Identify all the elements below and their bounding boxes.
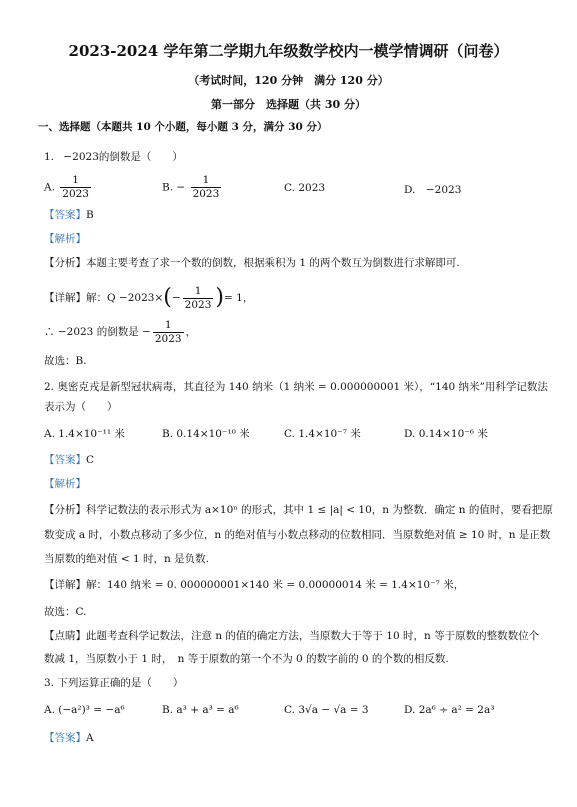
- section-title: 一、选择题（本题共 10 个小题，每小题 3 分，满分 30 分）: [38, 121, 328, 133]
- q1-option-a-den: 2023: [62, 188, 89, 200]
- q2-stem-line1: 2. 奥密克戎是新型冠状病毒，其直径为 140 纳米（1 纳米 = 0.000000001 米），“140 纳米”用科学记数法: [44, 381, 548, 393]
- q2-fenxi-line2: 数变成 a 时，小数点移动了多少位，n 的绝对值与小数点移动的位数相同．当原数绝对值 ≥ 10 时，n 是正数: [44, 529, 551, 541]
- q1-answer-value: B: [86, 209, 94, 221]
- q2-option-d: D. 0.14×10⁻⁶ 米: [404, 428, 488, 440]
- q3-answer: [44, 731, 539, 745]
- q1-detail-num: 1: [194, 284, 202, 297]
- q1-option-c: C. 2023: [284, 182, 326, 194]
- q1-option-a-fraction: [60, 174, 91, 201]
- q1-option-a-label: A.: [44, 181, 55, 194]
- q1-option-a: [44, 174, 93, 201]
- q1-fenxi: [44, 256, 539, 270]
- q1-conclusion: [44, 318, 539, 346]
- q1-option-b-num: 1: [202, 174, 210, 186]
- q1-stem-text: 的倒数是（ ）: [98, 151, 183, 163]
- q3-answer-value: A: [86, 732, 94, 744]
- q1-detail-fraction: [183, 285, 214, 312]
- q1-option-b-sign: −: [176, 181, 186, 194]
- q2-analysis-label: 【解析】: [44, 478, 86, 490]
- q2-option-a: A. 1.4×10⁻¹¹ 米: [44, 428, 125, 440]
- q1-option-b: [162, 174, 223, 201]
- q2-dianjing-line1: [44, 629, 539, 643]
- q2-detail-text: 解：140 纳米 = 0. 000000001×140 米 = 0.00000014 米 = 1.4×10⁻⁷ 米，: [86, 579, 465, 591]
- q1-conclusion-pre: ∴ −2023 的倒数是 −: [44, 326, 151, 338]
- q3-option-c: C. 3√a − √a = 3: [284, 704, 369, 716]
- q3-option-d: D. 2a⁶ ÷ a² = 2a³: [404, 704, 495, 716]
- q1-option-b-den: 2023: [192, 188, 220, 200]
- q2-option-c: C. 1.4×10⁻⁷ 米: [284, 428, 361, 440]
- q3-answer-tag: 【答案】: [44, 732, 86, 744]
- q1-expr: −2023: [63, 151, 99, 163]
- q1-option-a-num: 1: [72, 174, 79, 186]
- q1-detail-sign: −: [171, 292, 181, 304]
- q1-analysis-tag: [44, 232, 539, 246]
- q2-fenxi-text1: 科学记数法的表示形式为 a×10ⁿ 的形式，其中 1 ≤ |a| < 10，n 为整数．确定 n 的值时，要看把原: [86, 504, 553, 516]
- q2-fenxi-tag: 【分析】: [44, 504, 86, 516]
- q1-detail-tag: 【详解】: [44, 292, 86, 304]
- q1-choose: 故选：B.: [44, 355, 87, 367]
- q1-option-b-label: B.: [162, 181, 174, 194]
- q2-dianjing-tag: 【点睛】: [44, 630, 86, 642]
- q1-option-b-fraction: [191, 174, 222, 201]
- q1-detail-close-paren: ): [215, 285, 224, 310]
- q1-conclusion-fraction: [153, 319, 184, 346]
- q1-detail-pre: 解：Q −2023×: [86, 292, 164, 304]
- q1-detail: [44, 284, 539, 312]
- page-title: 2023-2024 学年第二学期九年级数学校内一模学情调研（问卷）: [68, 42, 509, 60]
- q3-option-b: B. a³ + a³ = a⁶: [162, 704, 239, 716]
- q2-choose: 故选：C.: [44, 606, 87, 618]
- q1-fenxi-text: 本题主要考查了求一个数的倒数，根据乘积为 1 的两个数互为倒数进行求解即可.: [86, 257, 460, 269]
- q1-conclusion-num: 1: [164, 318, 172, 331]
- q2-answer-value: C: [86, 454, 95, 466]
- q1-option-d: D. −2023: [404, 184, 462, 196]
- q2-fenxi-line1: [44, 503, 553, 517]
- q2-answer-tag: 【答案】: [44, 454, 86, 466]
- q1-detail-post: = 1，: [224, 292, 254, 304]
- q1-answer-tag: 【答案】: [44, 209, 86, 221]
- q1-detail-open-paren: (: [163, 285, 172, 310]
- part-title: 第一部分 选择题（共 30 分）: [211, 98, 366, 111]
- q1-conclusion-den: 2023: [154, 332, 182, 345]
- q3-stem: 3. 下列运算正确的是（ ）: [44, 677, 184, 689]
- q1-number: 1.: [44, 151, 55, 163]
- q3-option-a: A. (−a²)³ = −a⁶: [44, 704, 125, 716]
- q2-answer: [44, 453, 539, 467]
- q2-option-b: B. 0.14×10⁻¹⁰ 米: [162, 428, 250, 440]
- q2-detail: [44, 578, 539, 592]
- q2-stem-line2: 表示为（ ）: [44, 401, 118, 413]
- q1-detail-den: 2023: [184, 298, 212, 311]
- q1-stem: [44, 150, 539, 164]
- q1-analysis-label: 【解析】: [44, 233, 86, 245]
- q2-dianjing-text1: 此题考查科学记数法，注意 n 的值的确定方法，当原数大于等于 10 时，n 等于原数的整数数位个: [86, 630, 540, 642]
- q2-fenxi-line3: 当原数的绝对值 < 1 时，n 是负数.: [44, 553, 209, 565]
- q2-analysis-tag: [44, 477, 539, 491]
- q1-fenxi-tag: 【分析】: [44, 257, 86, 269]
- q1-conclusion-post: ，: [185, 326, 197, 338]
- q2-dianjing-line2: 数减 1，当原数小于 1 时， n 等于原数的第一个不为 0 的数字前的 0 的个数的相反数.: [44, 653, 449, 665]
- exam-info: （考试时间，120 分钟 满分 120 分）: [188, 74, 389, 87]
- q2-detail-tag: 【详解】: [44, 579, 86, 591]
- q1-answer: [44, 208, 539, 222]
